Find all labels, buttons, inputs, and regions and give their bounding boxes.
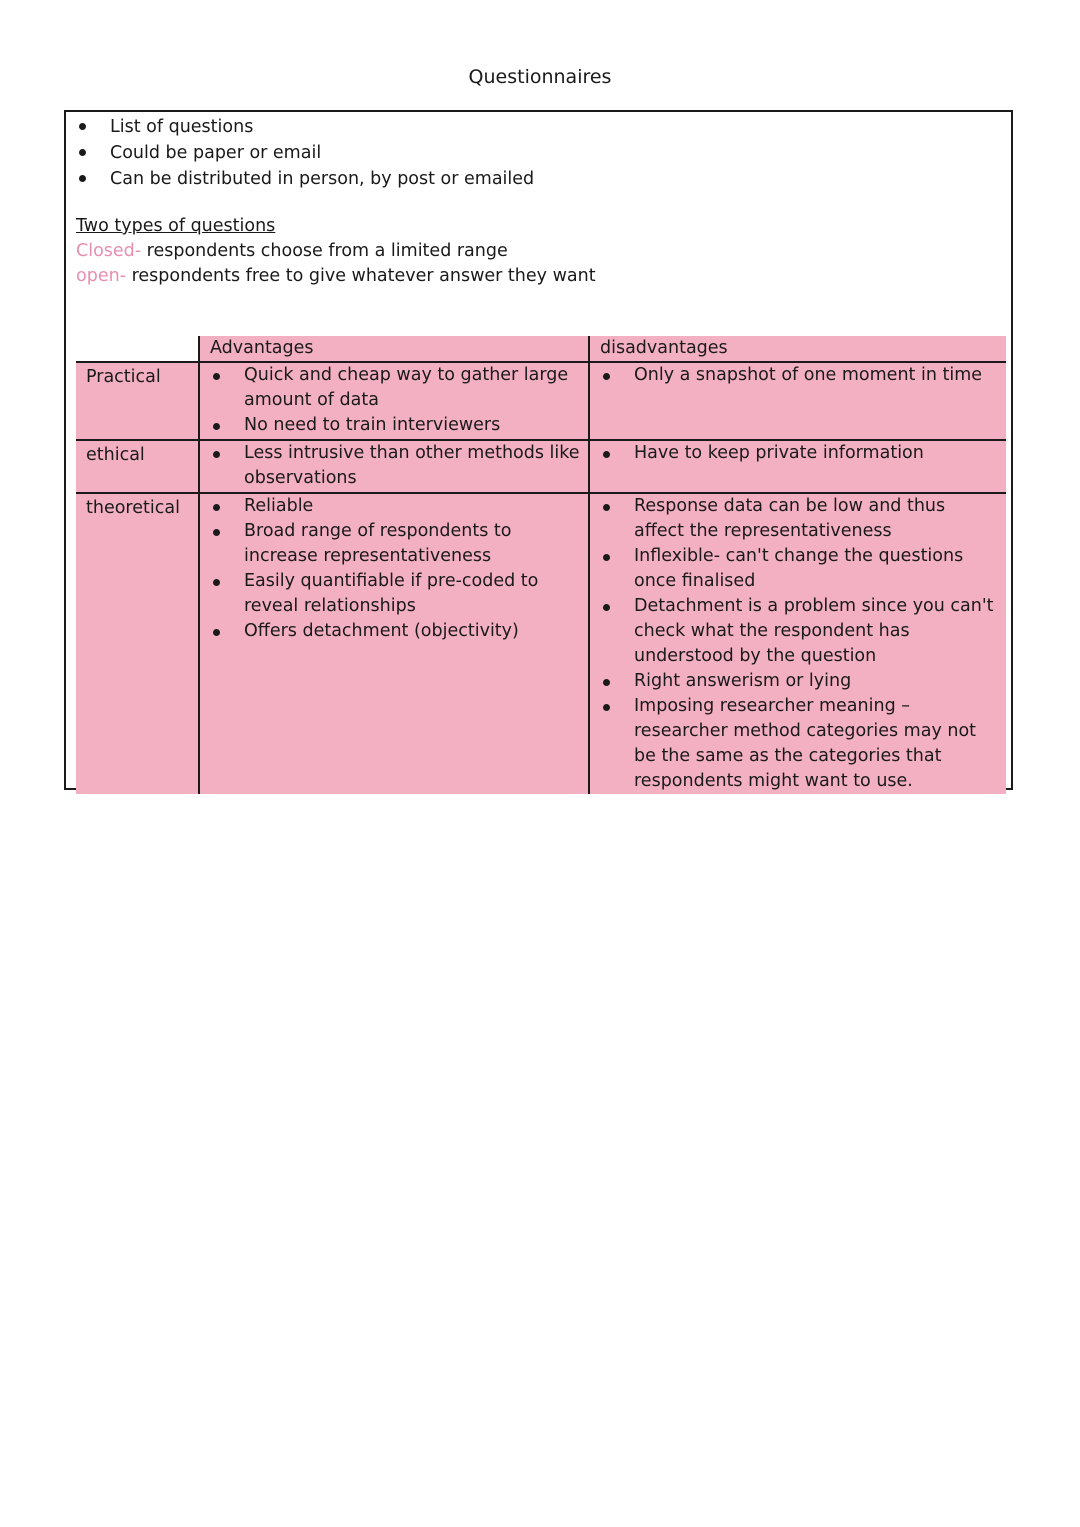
bullet-icon xyxy=(603,451,610,458)
evaluation-table xyxy=(76,336,1006,794)
advantages-cell xyxy=(199,493,589,794)
intro-list xyxy=(76,115,534,193)
closed-definition xyxy=(76,239,596,264)
disadvantages-cell xyxy=(589,362,1006,440)
page-title: Questionnaires xyxy=(468,66,612,88)
list-item: List of questions xyxy=(76,115,534,141)
closed-label: Closed- xyxy=(76,241,142,261)
list-item: Quick and cheap way to gather large amount of data xyxy=(210,363,580,413)
open-label: open- xyxy=(76,266,126,286)
open-text: respondents free to give whatever answer they want xyxy=(126,266,596,286)
list-item: Less intrusive than other methods like observations xyxy=(210,441,580,491)
list-item: No need to train interviewers xyxy=(210,413,580,438)
advantages-cell xyxy=(199,440,589,493)
bullet-icon xyxy=(213,629,220,636)
bullet-icon xyxy=(79,175,86,182)
list-item: Detachment is a problem since you can't check what the respondent has understood by the question xyxy=(600,594,998,669)
bullet-icon xyxy=(603,679,610,686)
bullet-icon xyxy=(603,704,610,711)
list-item: Right answerism or lying xyxy=(600,669,998,694)
list-item: Offers detachment (objectivity) xyxy=(210,619,580,644)
header-advantages: Advantages xyxy=(199,336,589,362)
list-item: Can be distributed in person, by post or emailed xyxy=(76,167,534,193)
bullet-icon xyxy=(213,423,220,430)
open-definition xyxy=(76,264,596,289)
category-cell: ethical xyxy=(76,440,199,493)
list-item: Have to keep private information xyxy=(600,441,998,466)
advantages-cell xyxy=(199,362,589,440)
list-item: Imposing researcher meaning – researcher method categories may not be the same as the categories that respondents might want to use. xyxy=(600,694,998,794)
category-cell: theoretical xyxy=(76,493,199,794)
table-row-ethical xyxy=(76,440,1006,493)
list-item: Reliable xyxy=(210,494,580,519)
question-types-heading: Two types of questions xyxy=(76,216,276,236)
list-item: Inflexible- can't change the questions once finalised xyxy=(600,544,998,594)
question-types xyxy=(76,214,596,289)
category-cell: Practical xyxy=(76,362,199,440)
bullet-icon xyxy=(213,373,220,380)
disadvantages-cell xyxy=(589,440,1006,493)
list-item: Easily quantifiable if pre-coded to reveal relationships xyxy=(210,569,580,619)
bullet-icon xyxy=(603,373,610,380)
table-row-theoretical xyxy=(76,493,1006,794)
bullet-icon xyxy=(213,529,220,536)
table-header-row xyxy=(76,336,1006,362)
bullet-icon xyxy=(603,604,610,611)
table-row-practical xyxy=(76,362,1006,440)
bullet-icon xyxy=(79,123,86,130)
bullet-icon xyxy=(603,554,610,561)
disadvantages-cell xyxy=(589,493,1006,794)
bullet-icon xyxy=(603,504,610,511)
list-item: Broad range of respondents to increase representativeness xyxy=(210,519,580,569)
bullet-icon xyxy=(213,504,220,511)
list-item: Only a snapshot of one moment in time xyxy=(600,363,998,388)
header-blank-cell xyxy=(76,336,199,362)
closed-text: respondents choose from a limited range xyxy=(141,241,508,261)
header-disadvantages: disadvantages xyxy=(589,336,1006,362)
bullet-icon xyxy=(79,149,86,156)
bullet-icon xyxy=(213,451,220,458)
list-item: Response data can be low and thus affect the representativeness xyxy=(600,494,998,544)
list-item: Could be paper or email xyxy=(76,141,534,167)
bullet-icon xyxy=(213,579,220,586)
content-box xyxy=(64,110,1013,790)
